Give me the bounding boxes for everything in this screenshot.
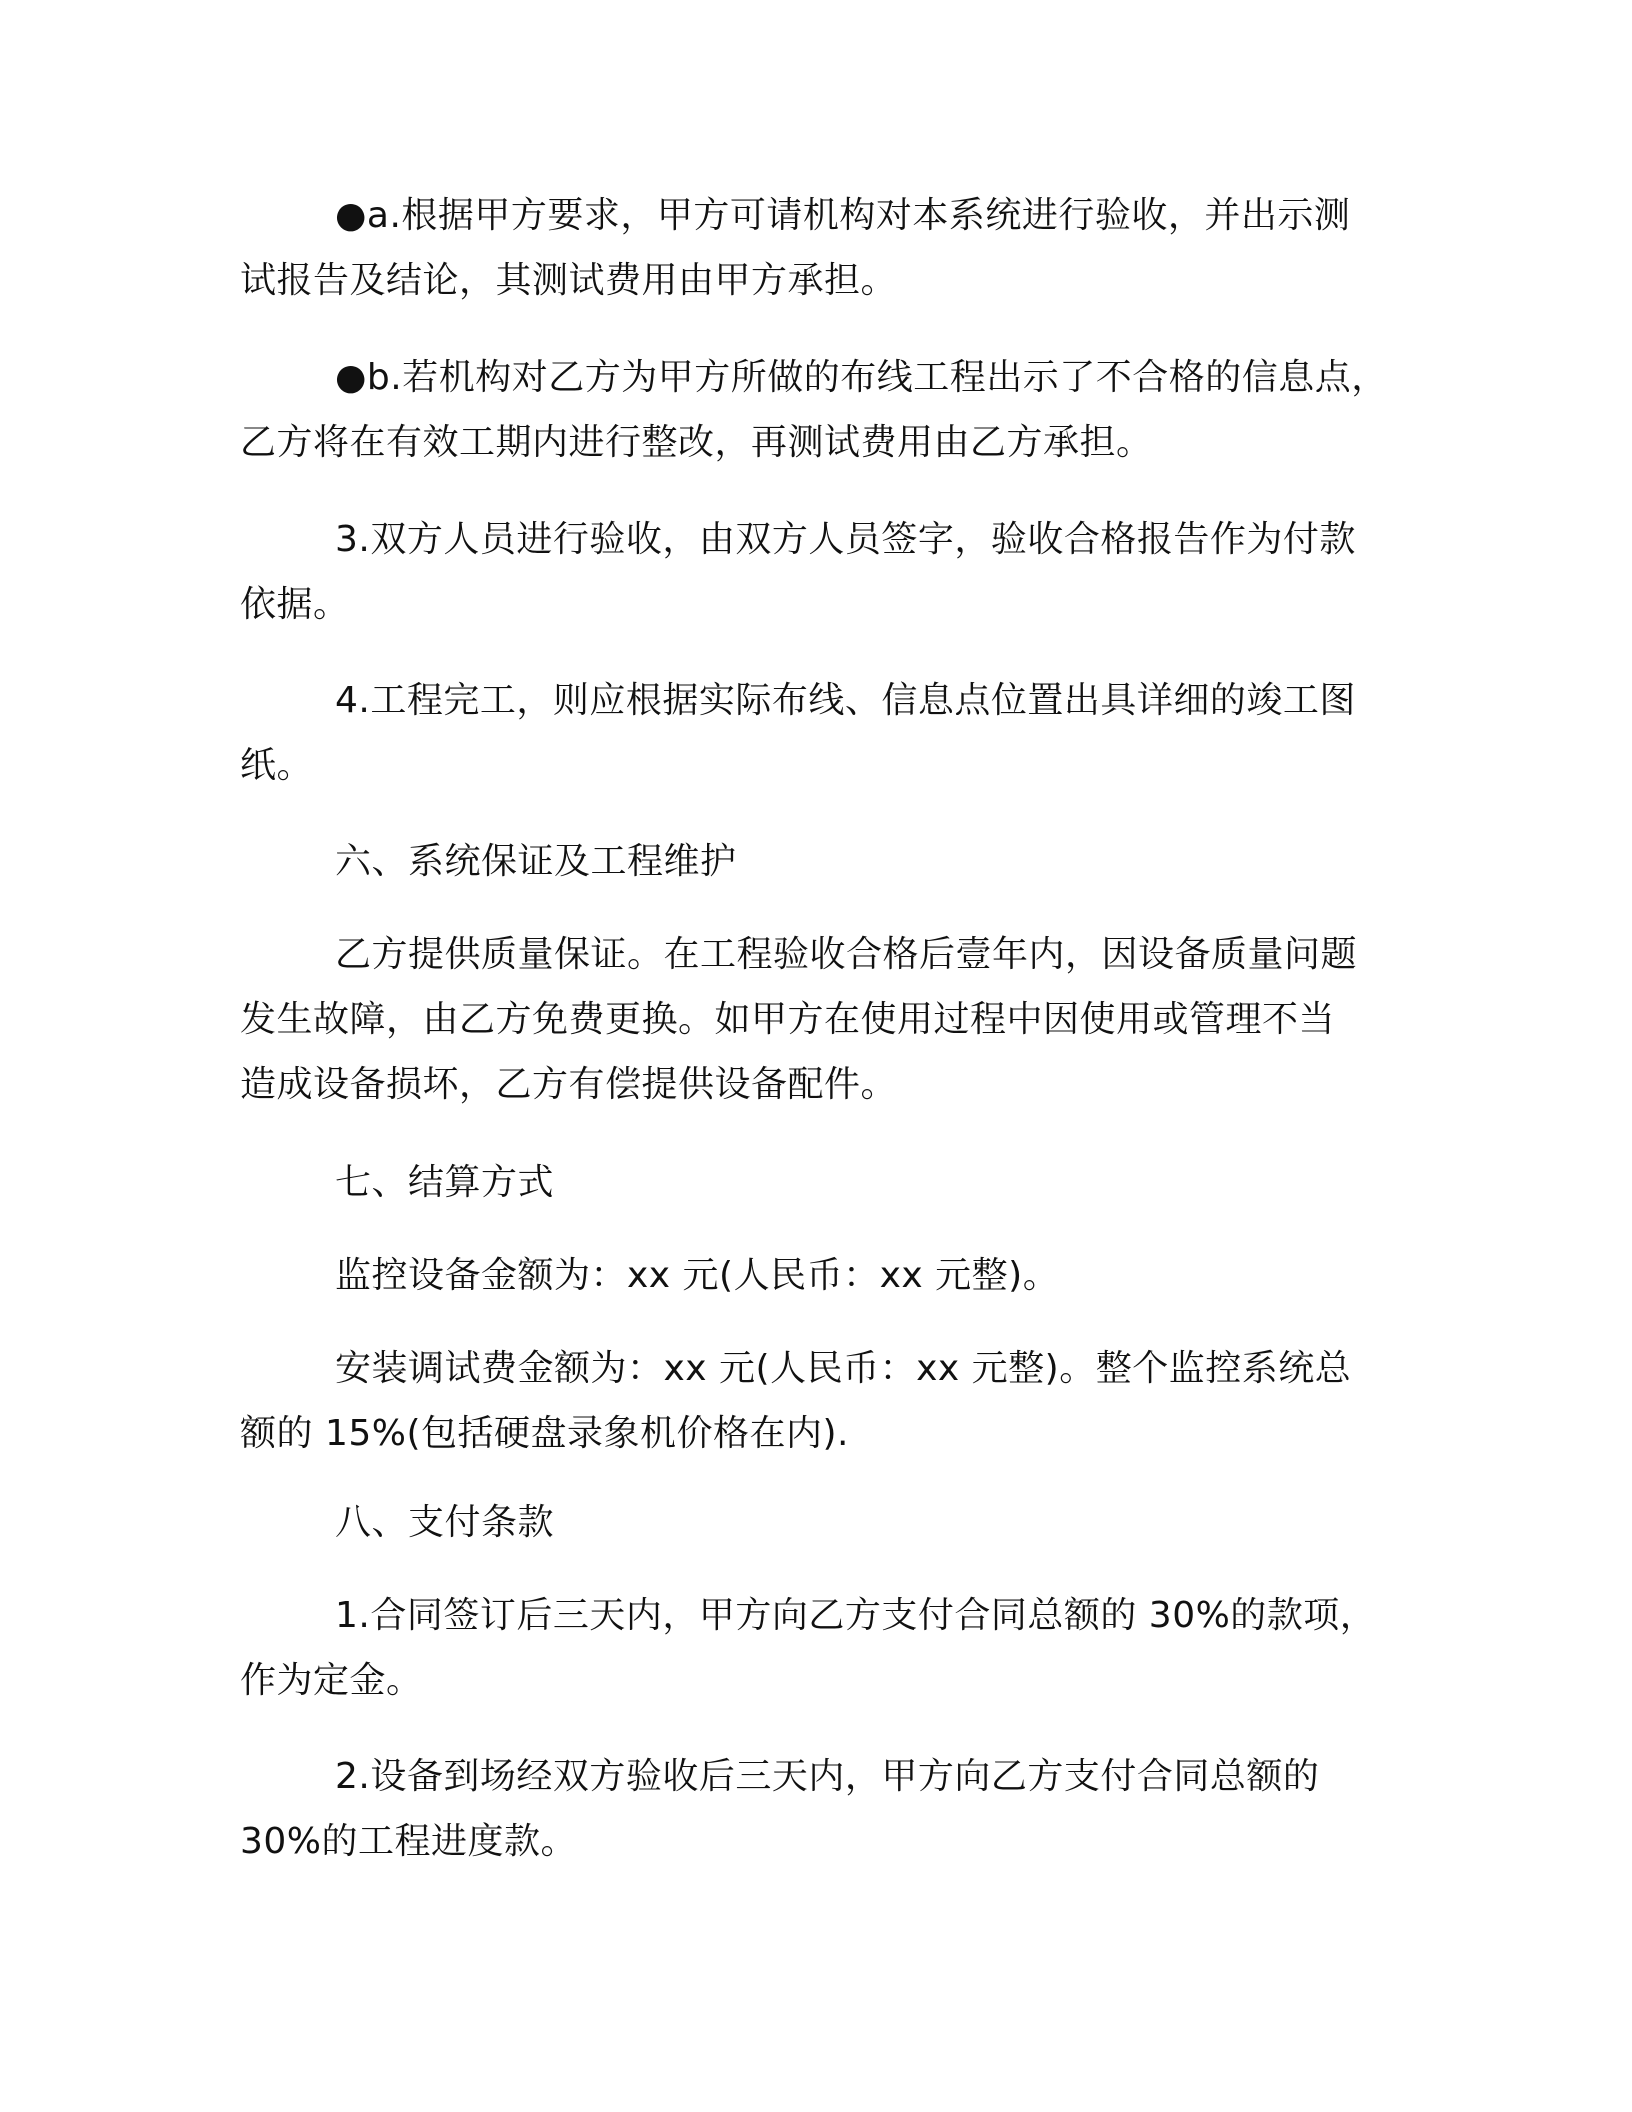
text-line: 安装调试费金额为：xx 元(人民币：xx 元整)。整个监控系统总 [335, 1348, 1352, 1389]
clause-3 [240, 507, 1390, 637]
warranty-paragraph [240, 922, 1390, 1117]
payment-term-2 [240, 1744, 1390, 1874]
section-heading-7 [240, 1150, 1390, 1215]
text-line: 作为定金。 [240, 1660, 423, 1701]
text-line: ●b.若机构对乙方为甲方所做的布线工程出示了不合格的信息点， [335, 357, 1388, 398]
text-line: 额的 15%(包括硬盘录象机价格在内). [240, 1413, 849, 1454]
text-line: 乙方提供质量保证。在工程验收合格后壹年内，因设备质量问题 [335, 934, 1358, 975]
text-line: 2.设备到场经双方验收后三天内，甲方向乙方支付合同总额的 [335, 1756, 1320, 1797]
section-title: 七、结算方式 [335, 1162, 555, 1203]
clause-acceptance-a [240, 183, 1390, 313]
text-line: 依据。 [240, 584, 350, 625]
section-title: 八、支付条款 [335, 1502, 555, 1543]
text-line: 3.双方人员进行验收，由双方人员签字，验收合格报告作为付款 [335, 519, 1356, 560]
text-line: ●a.根据甲方要求，甲方可请机构对本系统进行验收，并出示测 [335, 195, 1351, 236]
payment-term-1 [240, 1583, 1390, 1713]
text-line: 1.合同签订后三天内，甲方向乙方支付合同总额的 30%的款项， [335, 1595, 1377, 1636]
text-line: 造成设备损坏，乙方有偿提供设备配件。 [240, 1064, 898, 1105]
text-line: 乙方将在有效工期内进行整改，再测试费用由乙方承担。 [240, 422, 1153, 463]
text-line: 4.工程完工，则应根据实际布线、信息点位置出具详细的竣工图 [335, 680, 1356, 721]
clause-acceptance-b [240, 345, 1390, 475]
text-line: 试报告及结论，其测试费用由甲方承担。 [240, 260, 898, 301]
clause-4 [240, 668, 1390, 798]
text-line: 监控设备金额为：xx 元(人民币：xx 元整)。 [335, 1255, 1060, 1296]
equipment-amount [240, 1243, 1390, 1308]
section-heading-6 [240, 829, 1390, 894]
text-line: 纸。 [240, 745, 314, 786]
text-line: 30%的工程进度款。 [240, 1821, 578, 1862]
installation-fee [240, 1336, 1390, 1466]
section-heading-8 [240, 1490, 1390, 1555]
section-title: 六、系统保证及工程维护 [335, 841, 737, 882]
text-line: 发生故障，由乙方免费更换。如甲方在使用过程中因使用或管理不当 [240, 999, 1336, 1040]
